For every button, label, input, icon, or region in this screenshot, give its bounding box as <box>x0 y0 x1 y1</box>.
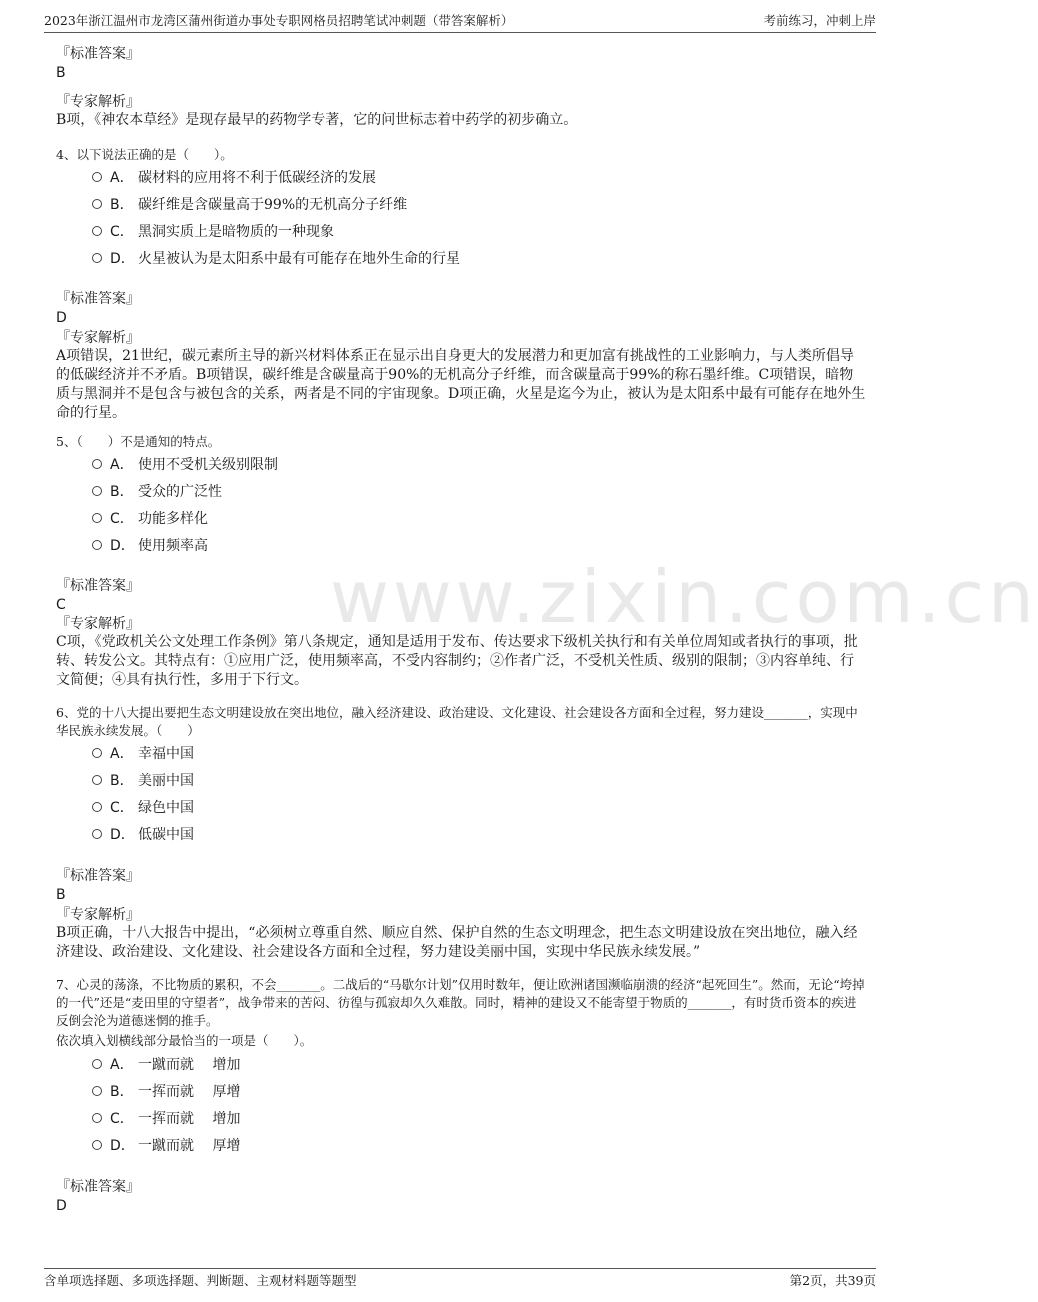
option-key: A． <box>110 1057 134 1073</box>
option-key: A． <box>110 170 134 186</box>
option-key: B． <box>110 1084 134 1100</box>
standard-answer-label: 『标准答案』 <box>56 578 140 594</box>
q4-option-b[interactable] <box>92 195 407 215</box>
radio-icon[interactable] <box>92 172 102 182</box>
standard-answer-label: 『标准答案』 <box>56 291 140 307</box>
radio-icon[interactable] <box>92 748 102 758</box>
question-6: 6、党的十八大提出要把生态文明建设放在突出地位，融入经济建设、政治建设、文化建设、社会建设各方面和全过程，努力建设_______，实现中华民族永续发展。（ ） <box>56 705 858 738</box>
expert-analysis-label: 『专家解析』 <box>56 94 140 110</box>
page-total: 39 <box>847 1273 864 1288</box>
radio-icon[interactable] <box>92 775 102 785</box>
option-text: 火星被认为是太阳系中最有可能存在地外生命的行星 <box>138 251 460 267</box>
radio-icon[interactable] <box>92 199 102 209</box>
radio-icon[interactable] <box>92 802 102 812</box>
page-prefix: 第 <box>789 1273 803 1288</box>
standard-answer-label: 『标准答案』 <box>56 868 140 884</box>
q5-option-d[interactable] <box>92 536 208 556</box>
watermark: www.zixin.com.cn <box>330 555 1038 639</box>
page-footer <box>44 1268 876 1293</box>
standard-answer-label: 『标准答案』 <box>56 46 140 62</box>
option-key: D． <box>110 251 135 267</box>
option-text: 低碳中国 <box>138 827 194 843</box>
option-text: 使用频率高 <box>138 538 208 554</box>
option-key: C． <box>110 224 134 240</box>
option-text: 一蹴而就 增加 <box>138 1057 241 1073</box>
radio-icon[interactable] <box>92 513 102 523</box>
option-key: D． <box>110 827 135 843</box>
radio-icon[interactable] <box>92 1086 102 1096</box>
radio-icon[interactable] <box>92 1059 102 1069</box>
document-title: 2023年浙江温州市龙湾区蒲州街道办事处专职网格员招聘笔试冲刺题（带答案解析） <box>44 13 514 28</box>
q5-option-a[interactable] <box>92 455 278 475</box>
question-7: 7、心灵的荡涤，不比物质的累积，不会_______。二战后的“马歇尔计划”仅用时数年，便让欧洲诸国濒临崩溃的经济“起死回生”。然而，无论“垮掉的一代”还是“麦田里的守望者”，战争带来的苦闷、彷徨与孤寂却久久难散。同时，精神的建设又不能寄望于物质的_______，有时货币资本的疾进反倒会沦为道德迷惘的推手。 <box>56 977 865 1028</box>
option-key: B． <box>110 773 134 789</box>
option-text: 绿色中国 <box>138 800 194 816</box>
answer-value: C <box>56 597 66 613</box>
page-number: 2 <box>802 1273 811 1288</box>
radio-icon[interactable] <box>92 253 102 263</box>
radio-icon[interactable] <box>92 540 102 550</box>
option-text: 功能多样化 <box>138 511 208 527</box>
option-text: 一挥而就 增加 <box>138 1111 241 1127</box>
q4-option-d[interactable] <box>92 249 460 269</box>
expert-analysis-label: 『专家解析』 <box>56 330 140 346</box>
radio-icon[interactable] <box>92 829 102 839</box>
footer-note: 含单项选择题、多项选择题、判断题、主观材料题等题型 <box>44 1273 357 1288</box>
option-text: 一蹴而就 厚增 <box>138 1138 241 1154</box>
radio-icon[interactable] <box>92 459 102 469</box>
option-key: B． <box>110 197 134 213</box>
page-mid: 页，共 <box>810 1273 848 1288</box>
analysis-text: B项正确，十八大报告中提出，“必须树立尊重自然、顺应自然、保护自然的生态文明理念，把生态文明建设放在突出地位，融入经济建设、政治建设、文化建设、社会建设各方面和全过程，努力建设美丽中国，实现中华民族永续发展。” <box>56 925 858 960</box>
option-key: C． <box>110 800 134 816</box>
option-text: 碳纤维是含碳量高于99%的无机高分子纤维 <box>138 197 408 213</box>
q7-option-b[interactable] <box>92 1082 240 1102</box>
option-key: C． <box>110 511 134 527</box>
option-text: 碳材料的应用将不利于低碳经济的发展 <box>138 170 376 186</box>
option-text: 幸福中国 <box>138 746 194 762</box>
q6-option-d[interactable] <box>92 825 194 845</box>
question-5: 5、（ ）不是通知的特点。 <box>56 434 221 449</box>
q6-option-a[interactable] <box>92 744 194 764</box>
q4-option-a[interactable] <box>92 168 376 188</box>
q7-option-c[interactable] <box>92 1109 240 1129</box>
analysis-text: A项错误，21世纪，碳元素所主导的新兴材料体系正在显示出自身更大的发展潜力和更加富有挑战性的工业影响力，与人类所倡导的低碳经济并不矛盾。B项错误，碳纤维是含碳量高于90%的无机高分子纤维，而含碳量高于99%的称石墨纤维。C项错误，暗物质与黑洞并不是包含与被包含的关系，两者是不同的宇宙现象。D项正确，火星是迄今为止，被认为是太阳系中最有可能存在地外生命的行星。 <box>56 348 866 421</box>
analysis-text: B项，《神农本草经》是现存最早的药物学专著，它的问世标志着中药学的初步确立。 <box>56 112 578 128</box>
answer-value: B <box>56 65 66 81</box>
option-text: 美丽中国 <box>138 773 194 789</box>
expert-analysis-label: 『专家解析』 <box>56 616 140 632</box>
answer-value: B <box>56 887 66 903</box>
page-header <box>44 10 876 33</box>
expert-analysis-label: 『专家解析』 <box>56 907 140 923</box>
option-key: A． <box>110 746 134 762</box>
standard-answer-label: 『标准答案』 <box>56 1179 140 1195</box>
radio-icon[interactable] <box>92 1113 102 1123</box>
q5-option-b[interactable] <box>92 482 222 502</box>
page-indicator <box>790 1270 876 1292</box>
answer-value: D <box>56 310 67 326</box>
q7-option-a[interactable] <box>92 1055 240 1075</box>
option-key: A． <box>110 457 134 473</box>
answer-value: D <box>56 1198 67 1214</box>
option-text: 使用不受机关级别限制 <box>138 457 278 473</box>
option-key: D． <box>110 1138 135 1154</box>
q5-option-c[interactable] <box>92 509 208 529</box>
header-slogan: 考前练习，冲刺上岸 <box>763 13 876 28</box>
option-key: D． <box>110 538 135 554</box>
option-text: 受众的广泛性 <box>138 484 222 500</box>
q7-option-d[interactable] <box>92 1136 240 1156</box>
q6-option-c[interactable] <box>92 798 194 818</box>
option-text: 黑洞实质上是暗物质的一种现象 <box>138 224 334 240</box>
option-text: 一挥而就 厚增 <box>138 1084 241 1100</box>
question-4: 4、以下说法正确的是（ ）。 <box>56 147 233 162</box>
analysis-text: C项，《党政机关公文处理工作条例》第八条规定，通知是适用于发布、传达要求下级机关执行和有关单位周知或者执行的事项，批转、转发公文。其特点有：①应用广泛，使用频率高，不受内容制约；②作者广泛，不受机关性质、级别的限制；③内容单纯、行文简便；④具有执行性，多用于下行文。 <box>56 634 858 688</box>
radio-icon[interactable] <box>92 1140 102 1150</box>
page-suffix: 页 <box>863 1273 876 1288</box>
q4-option-c[interactable] <box>92 222 334 242</box>
option-key: B． <box>110 484 134 500</box>
option-key: C． <box>110 1111 134 1127</box>
q6-option-b[interactable] <box>92 771 194 791</box>
radio-icon[interactable] <box>92 226 102 236</box>
radio-icon[interactable] <box>92 486 102 496</box>
question-7-prompt: 依次填入划横线部分最恰当的一项是（ ）。 <box>56 1033 313 1048</box>
